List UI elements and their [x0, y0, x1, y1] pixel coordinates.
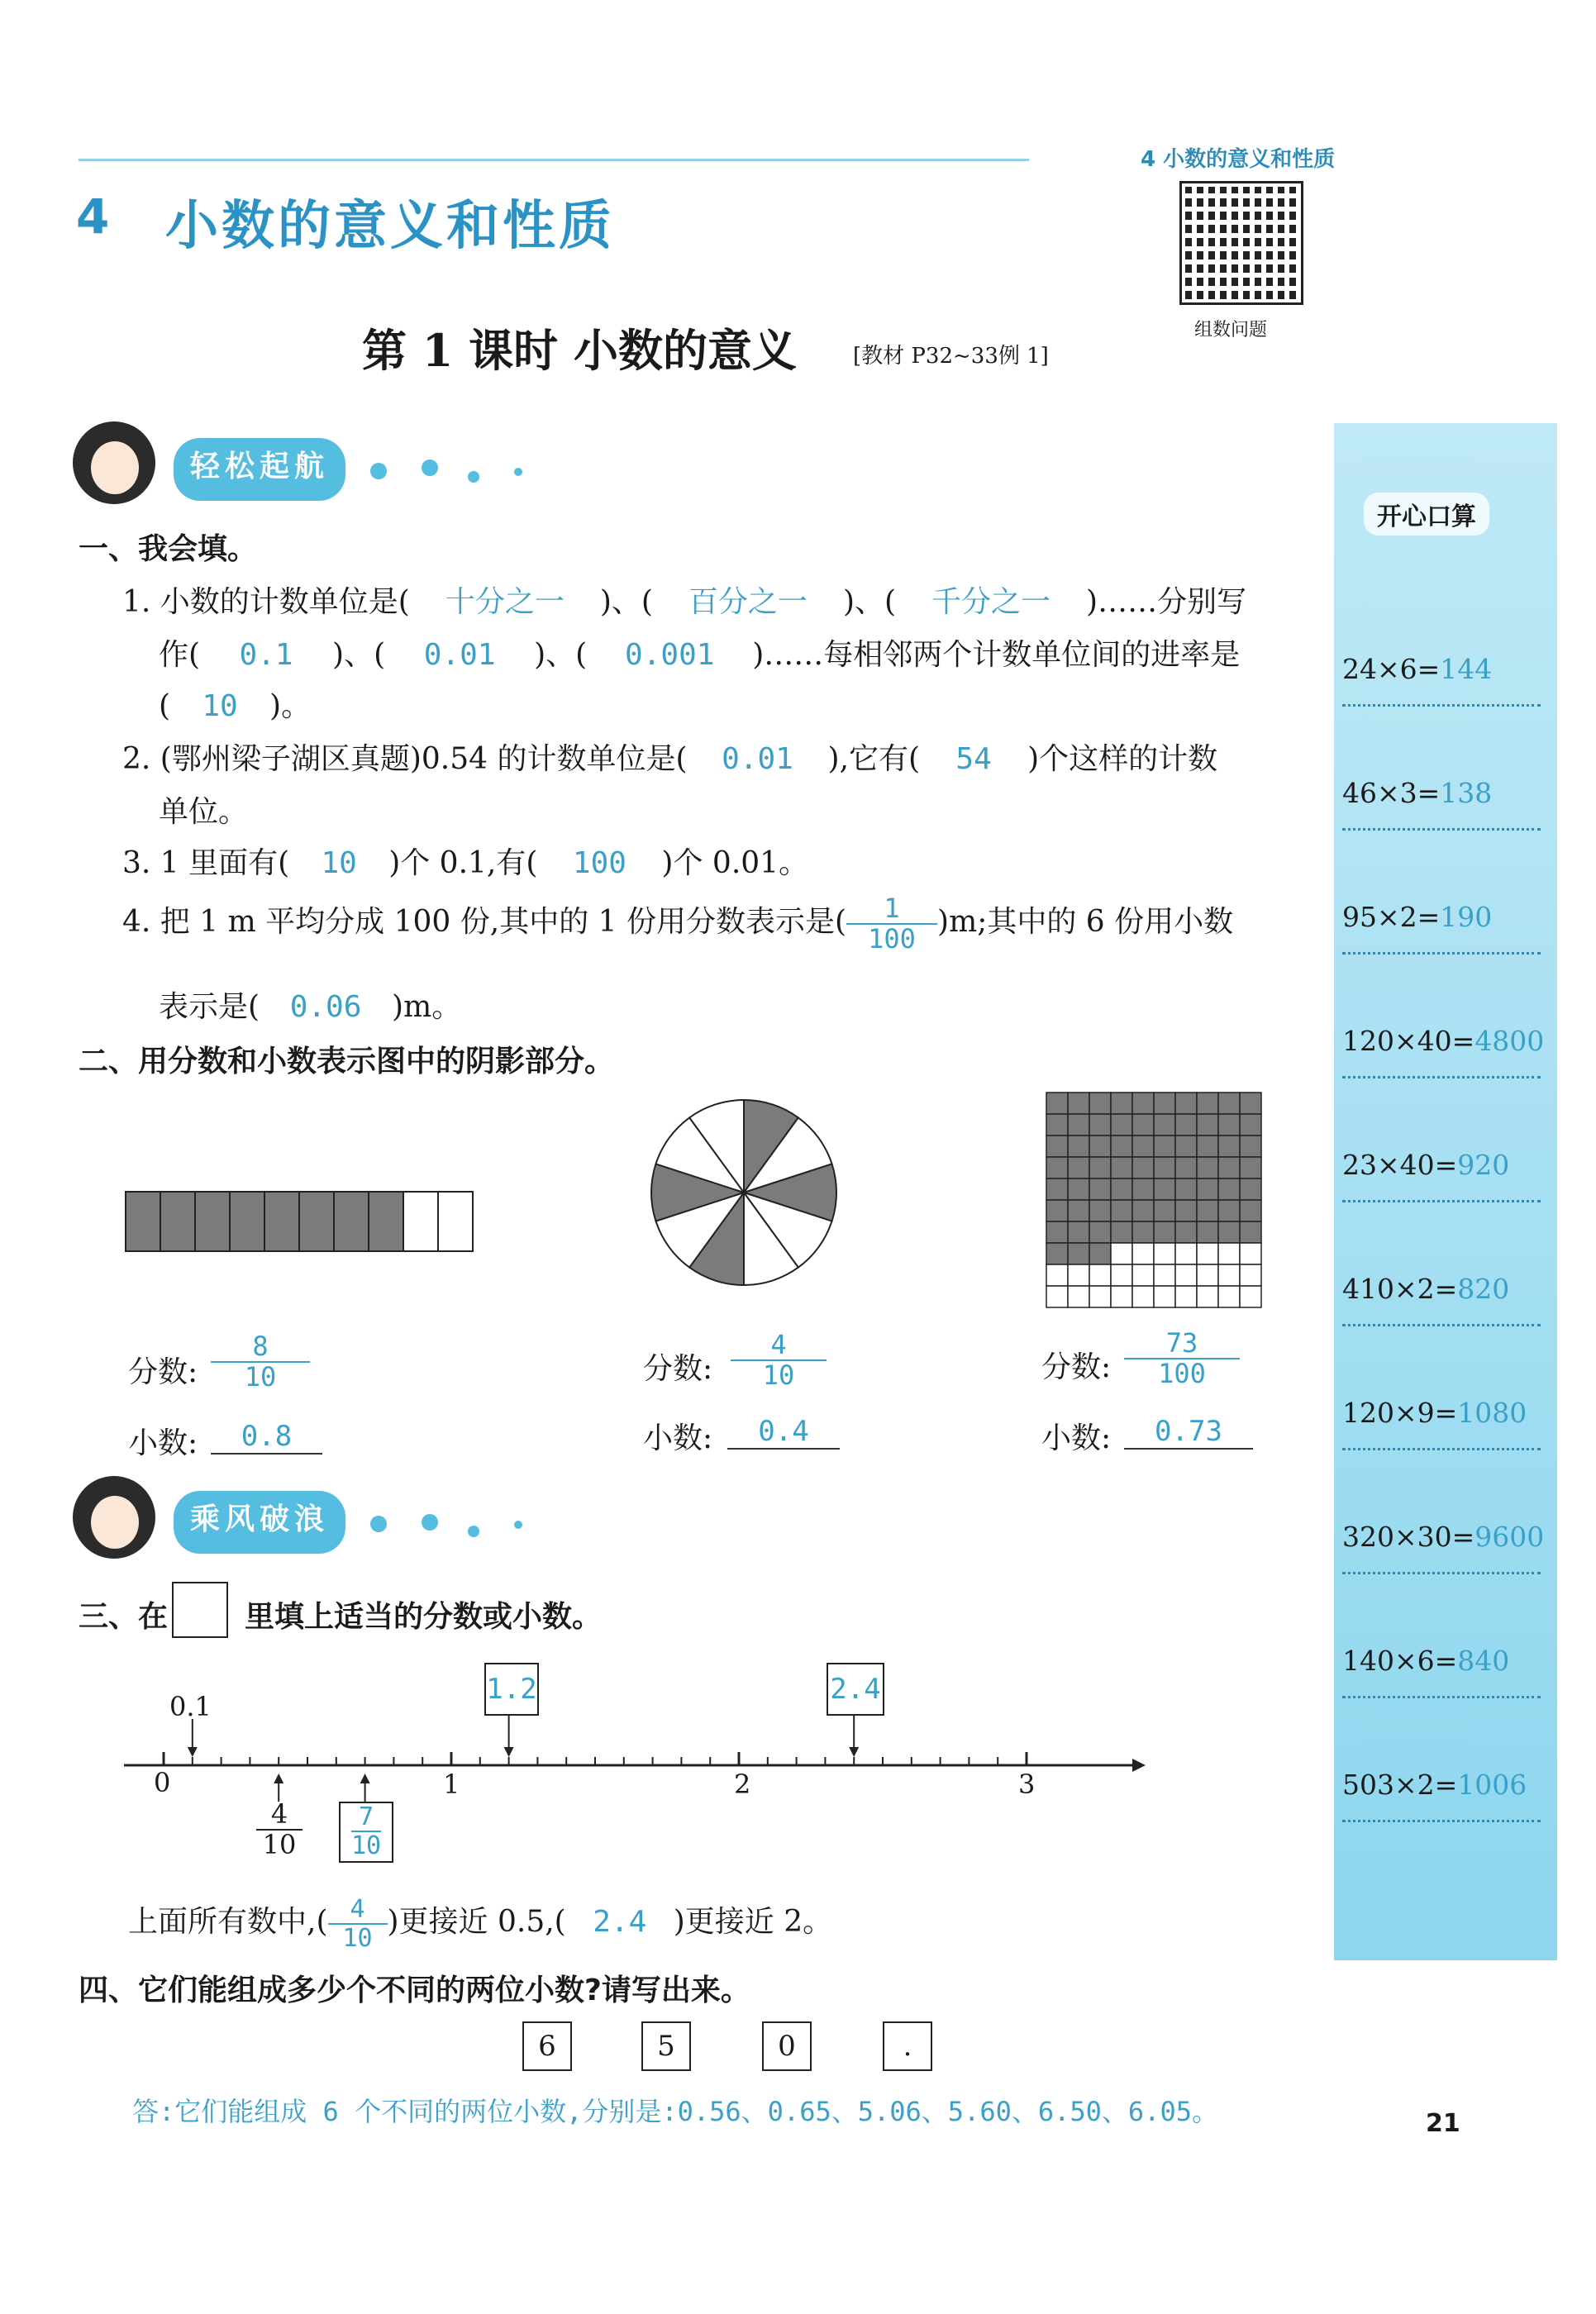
grid-cell — [1240, 1264, 1261, 1286]
pointer-arrow — [274, 1774, 283, 1783]
grid-cell — [1111, 1286, 1132, 1307]
sample-box — [172, 1582, 228, 1638]
grid-cell — [1175, 1200, 1197, 1221]
grid-cell — [1197, 1093, 1218, 1114]
bar-figure — [124, 1190, 481, 1256]
grid-cell — [1197, 1178, 1218, 1200]
grid-cell — [1175, 1136, 1197, 1157]
grid-cell — [1068, 1286, 1089, 1307]
bar-frac-label: 分数: — [128, 1355, 198, 1389]
q4-line2: 表示是( 0.06 )m。 — [159, 990, 462, 1024]
grid-figure — [1045, 1091, 1266, 1312]
avatar — [73, 1476, 155, 1559]
answer-rule — [1342, 1316, 1541, 1326]
grid-cell — [1132, 1200, 1154, 1221]
grid-cell — [1132, 1093, 1154, 1114]
grid-cell — [1240, 1093, 1261, 1114]
grid-cell — [1197, 1200, 1218, 1221]
grid-cell — [1068, 1264, 1089, 1286]
section-4-title: 四、它们能组成多少个不同的两位小数?请写出来。 — [79, 1974, 750, 2007]
grid-cell — [1132, 1157, 1154, 1178]
grid-cell — [1240, 1178, 1261, 1200]
grid-cell — [1132, 1286, 1154, 1307]
grid-cell — [1240, 1200, 1261, 1221]
grid-cell — [1218, 1264, 1240, 1286]
grid-cell — [1197, 1114, 1218, 1136]
grid-cell — [1111, 1221, 1132, 1243]
bar-cell — [334, 1192, 369, 1251]
grid-cell — [1089, 1178, 1111, 1200]
grid-cell — [1132, 1114, 1154, 1136]
grid-cell — [1197, 1221, 1218, 1243]
grid-frac-label: 分数: — [1041, 1350, 1112, 1384]
bar-fraction: $\frac{8}{10}$ — [211, 1332, 310, 1392]
grid-cell — [1132, 1264, 1154, 1286]
grid-cell — [1175, 1157, 1197, 1178]
decor-dot — [514, 468, 522, 476]
circle-figure — [641, 1089, 847, 1296]
box-7-10[interactable]: $\frac{7}{10}$ — [339, 1802, 393, 1863]
pointer-arrow — [188, 1747, 198, 1757]
calc-item: 120×9=1080 — [1342, 1397, 1527, 1429]
answer-rule — [1342, 1440, 1541, 1450]
circle-dec-label: 小数: — [643, 1421, 713, 1455]
card-0: 0 — [762, 2021, 812, 2071]
grid-cell — [1046, 1157, 1068, 1178]
answer-rule — [1342, 1068, 1541, 1078]
page-number: 21 — [1426, 2109, 1460, 2138]
box-1-2[interactable]: 1.2 — [484, 1663, 539, 1716]
grid-cell — [1132, 1243, 1154, 1264]
answer-rule — [1342, 944, 1541, 955]
grid-cell — [1154, 1264, 1175, 1286]
grid-cell — [1132, 1136, 1154, 1157]
bar-cell — [438, 1192, 473, 1251]
badge-advanced: 乘风破浪 — [174, 1491, 345, 1554]
grid-cell — [1068, 1200, 1089, 1221]
label-0-1: 0.1 — [169, 1691, 212, 1722]
bar-cell — [403, 1192, 438, 1251]
lesson-title: 第 1 课时 小数的意义 — [362, 324, 797, 377]
grid-cell — [1089, 1093, 1111, 1114]
grid-cell — [1197, 1157, 1218, 1178]
grid-cell — [1154, 1093, 1175, 1114]
q1-line3: ( 10 )。 — [159, 689, 312, 723]
grid-cell — [1240, 1136, 1261, 1157]
grid-cell — [1175, 1243, 1197, 1264]
section-3-title-a: 三、在 — [79, 1600, 169, 1634]
tick-0: 0 — [154, 1767, 171, 1798]
grid-cell — [1218, 1200, 1240, 1221]
grid-cell — [1111, 1136, 1132, 1157]
grid-cell — [1089, 1136, 1111, 1157]
grid-cell — [1154, 1200, 1175, 1221]
grid-cell — [1132, 1221, 1154, 1243]
grid-cell — [1111, 1093, 1132, 1114]
grid-cell — [1089, 1157, 1111, 1178]
grid-cell — [1111, 1114, 1132, 1136]
grid-fraction: $\frac{73}{100}$ — [1124, 1329, 1240, 1388]
calc-item: 23×40=920 — [1342, 1149, 1510, 1181]
grid-cell — [1111, 1178, 1132, 1200]
calc-item: 46×3=138 — [1342, 777, 1493, 809]
calc-item: 95×2=190 — [1342, 901, 1493, 933]
grid-cell — [1197, 1136, 1218, 1157]
pointer-arrow — [849, 1747, 859, 1757]
q3: 3. 1 里面有( 10 )个 0.1,有( 100 )个 0.01。 — [122, 846, 809, 880]
bar-cell — [299, 1192, 334, 1251]
grid-cell — [1175, 1178, 1197, 1200]
grid-cell — [1068, 1136, 1089, 1157]
calc-item: 503×2=1006 — [1342, 1769, 1527, 1801]
bar-cell — [126, 1192, 160, 1251]
card-dot: . — [883, 2021, 932, 2071]
grid-cell — [1218, 1243, 1240, 1264]
header-rule — [79, 159, 1029, 161]
grid-cell — [1089, 1200, 1111, 1221]
q4-line1: 4. 把 1 m 平均分成 100 份,其中的 1 份用分数表示是( $\frac{1}{100}$ )m;其中的 6 份用小数 — [122, 893, 1234, 955]
section-2-title: 二、用分数和小数表示图中的阴影部分。 — [79, 1045, 615, 1078]
grid-cell — [1175, 1221, 1197, 1243]
grid-cell — [1197, 1286, 1218, 1307]
bar-dec-label: 小数: — [128, 1426, 198, 1460]
grid-cell — [1089, 1243, 1111, 1264]
tick-3: 3 — [1018, 1769, 1036, 1800]
grid-cell — [1111, 1200, 1132, 1221]
grid-cell — [1068, 1243, 1089, 1264]
pointer-arrow — [360, 1774, 370, 1783]
chapter-number: 4 — [76, 188, 110, 245]
tick-2: 2 — [734, 1769, 751, 1800]
q2-line1: 2. (鄂州梁子湖区真题)0.54 的计数单位是( 0.01 ),它有( 54 )个这样的计数 — [122, 742, 1218, 776]
decor-dot — [514, 1521, 522, 1529]
grid-cell — [1154, 1136, 1175, 1157]
grid-dec-label: 小数: — [1041, 1421, 1112, 1455]
grid-cell — [1218, 1114, 1240, 1136]
grid-cell — [1046, 1243, 1068, 1264]
grid-cell — [1111, 1264, 1132, 1286]
answer-rule — [1342, 1564, 1541, 1574]
pointer-arrow — [504, 1747, 514, 1757]
box-2-4[interactable]: 2.4 — [827, 1663, 884, 1716]
card-6: 6 — [522, 2021, 572, 2071]
decor-dot — [370, 463, 387, 479]
bar-cell — [160, 1192, 195, 1251]
grid-cell — [1046, 1114, 1068, 1136]
grid-cell — [1046, 1264, 1068, 1286]
lesson-ref: [教材 P32~33例 1] — [853, 344, 1049, 369]
grid-cell — [1175, 1093, 1197, 1114]
grid-cell — [1218, 1136, 1240, 1157]
grid-cell — [1218, 1093, 1240, 1114]
grid-cell — [1175, 1286, 1197, 1307]
grid-cell — [1111, 1157, 1132, 1178]
grid-cell — [1046, 1136, 1068, 1157]
grid-cell — [1154, 1221, 1175, 1243]
grid-cell — [1089, 1114, 1111, 1136]
grid-cell — [1046, 1286, 1068, 1307]
circle-frac-label: 分数: — [643, 1352, 713, 1386]
qr-code[interactable] — [1182, 183, 1301, 302]
answer-rule — [1342, 1812, 1541, 1822]
grid-cell — [1154, 1114, 1175, 1136]
tick-1: 1 — [443, 1769, 460, 1800]
q2-line2: 单位。 — [159, 795, 249, 829]
decor-dot — [422, 459, 438, 476]
chapter-title: 小数的意义和性质 — [165, 196, 615, 257]
running-header: 4 小数的意义和性质 — [1141, 147, 1336, 172]
q1-line1: 1. 小数的计数单位是( 十分之一 )、( 百分之一 )、( 千分之一 )……分别写 — [122, 585, 1247, 619]
bar-cell — [195, 1192, 230, 1251]
calc-item: 410×2=820 — [1342, 1273, 1510, 1305]
grid-cell — [1046, 1093, 1068, 1114]
calc-item: 320×30=9600 — [1342, 1521, 1545, 1553]
badge-easy: 轻松起航 — [174, 438, 345, 501]
below-4-10: $\frac{4}{10}$ — [256, 1800, 303, 1859]
q1-line2: 作( 0.1 )、( 0.01 )、( 0.001 )……每相邻两个计数单位间的进率是 — [159, 638, 1241, 672]
circle-decimal: 0.4 — [727, 1415, 840, 1450]
grid-cell — [1046, 1221, 1068, 1243]
grid-cell — [1218, 1286, 1240, 1307]
grid-cell — [1240, 1243, 1261, 1264]
decor-dot — [468, 1526, 479, 1537]
qr-label: 组数问题 — [1194, 320, 1268, 340]
section-1-title: 一、我会填。 — [79, 532, 258, 566]
grid-cell — [1197, 1243, 1218, 1264]
grid-cell — [1154, 1178, 1175, 1200]
circle-fraction: $\frac{4}{10}$ — [731, 1331, 827, 1390]
closer-line: 上面所有数中,( $\frac{4}{10}$ )更接近 0.5,( 2.4 )更接近 2。 — [128, 1895, 833, 1953]
section-4-answer: 答:它们能组成 6 个不同的两位小数,分别是:0.56、0.65、5.06、5.60、6.50、6.05。 — [132, 2096, 1218, 2127]
grid-cell — [1197, 1264, 1218, 1286]
grid-cell — [1089, 1221, 1111, 1243]
calc-item: 140×6=840 — [1342, 1645, 1510, 1677]
bar-cell — [369, 1192, 403, 1251]
bar-decimal: 0.8 — [211, 1420, 322, 1455]
answer-rule — [1342, 1688, 1541, 1698]
avatar — [73, 421, 155, 504]
grid-cell — [1218, 1178, 1240, 1200]
grid-cell — [1046, 1200, 1068, 1221]
decor-dot — [370, 1516, 387, 1532]
grid-cell — [1089, 1264, 1111, 1286]
answer-rule — [1342, 820, 1541, 831]
grid-cell — [1175, 1114, 1197, 1136]
grid-cell — [1111, 1243, 1132, 1264]
grid-cell — [1132, 1178, 1154, 1200]
grid-cell — [1068, 1157, 1089, 1178]
grid-cell — [1240, 1114, 1261, 1136]
grid-cell — [1154, 1157, 1175, 1178]
calc-item: 120×40=4800 — [1342, 1025, 1545, 1057]
bar-cell — [230, 1192, 264, 1251]
grid-cell — [1240, 1286, 1261, 1307]
grid-cell — [1175, 1264, 1197, 1286]
card-5: 5 — [641, 2021, 691, 2071]
grid-cell — [1154, 1286, 1175, 1307]
grid-cell — [1089, 1286, 1111, 1307]
decor-dot — [468, 471, 479, 483]
sidebar-title: 开心口算 — [1364, 493, 1489, 536]
grid-cell — [1154, 1243, 1175, 1264]
grid-cell — [1046, 1178, 1068, 1200]
grid-cell — [1068, 1178, 1089, 1200]
section-3-title-b: 里填上适当的分数或小数。 — [245, 1600, 603, 1634]
grid-cell — [1068, 1114, 1089, 1136]
grid-decimal: 0.73 — [1124, 1415, 1253, 1450]
answer-rule — [1342, 696, 1541, 707]
bar-cell — [264, 1192, 299, 1251]
grid-cell — [1240, 1157, 1261, 1178]
grid-cell — [1218, 1221, 1240, 1243]
grid-cell — [1068, 1093, 1089, 1114]
axis-arrow — [1132, 1759, 1146, 1772]
answer-rule — [1342, 1192, 1541, 1202]
grid-cell — [1218, 1157, 1240, 1178]
decor-dot — [422, 1514, 438, 1531]
grid-cell — [1068, 1221, 1089, 1243]
grid-cell — [1240, 1221, 1261, 1243]
calc-item: 24×6=144 — [1342, 653, 1493, 685]
